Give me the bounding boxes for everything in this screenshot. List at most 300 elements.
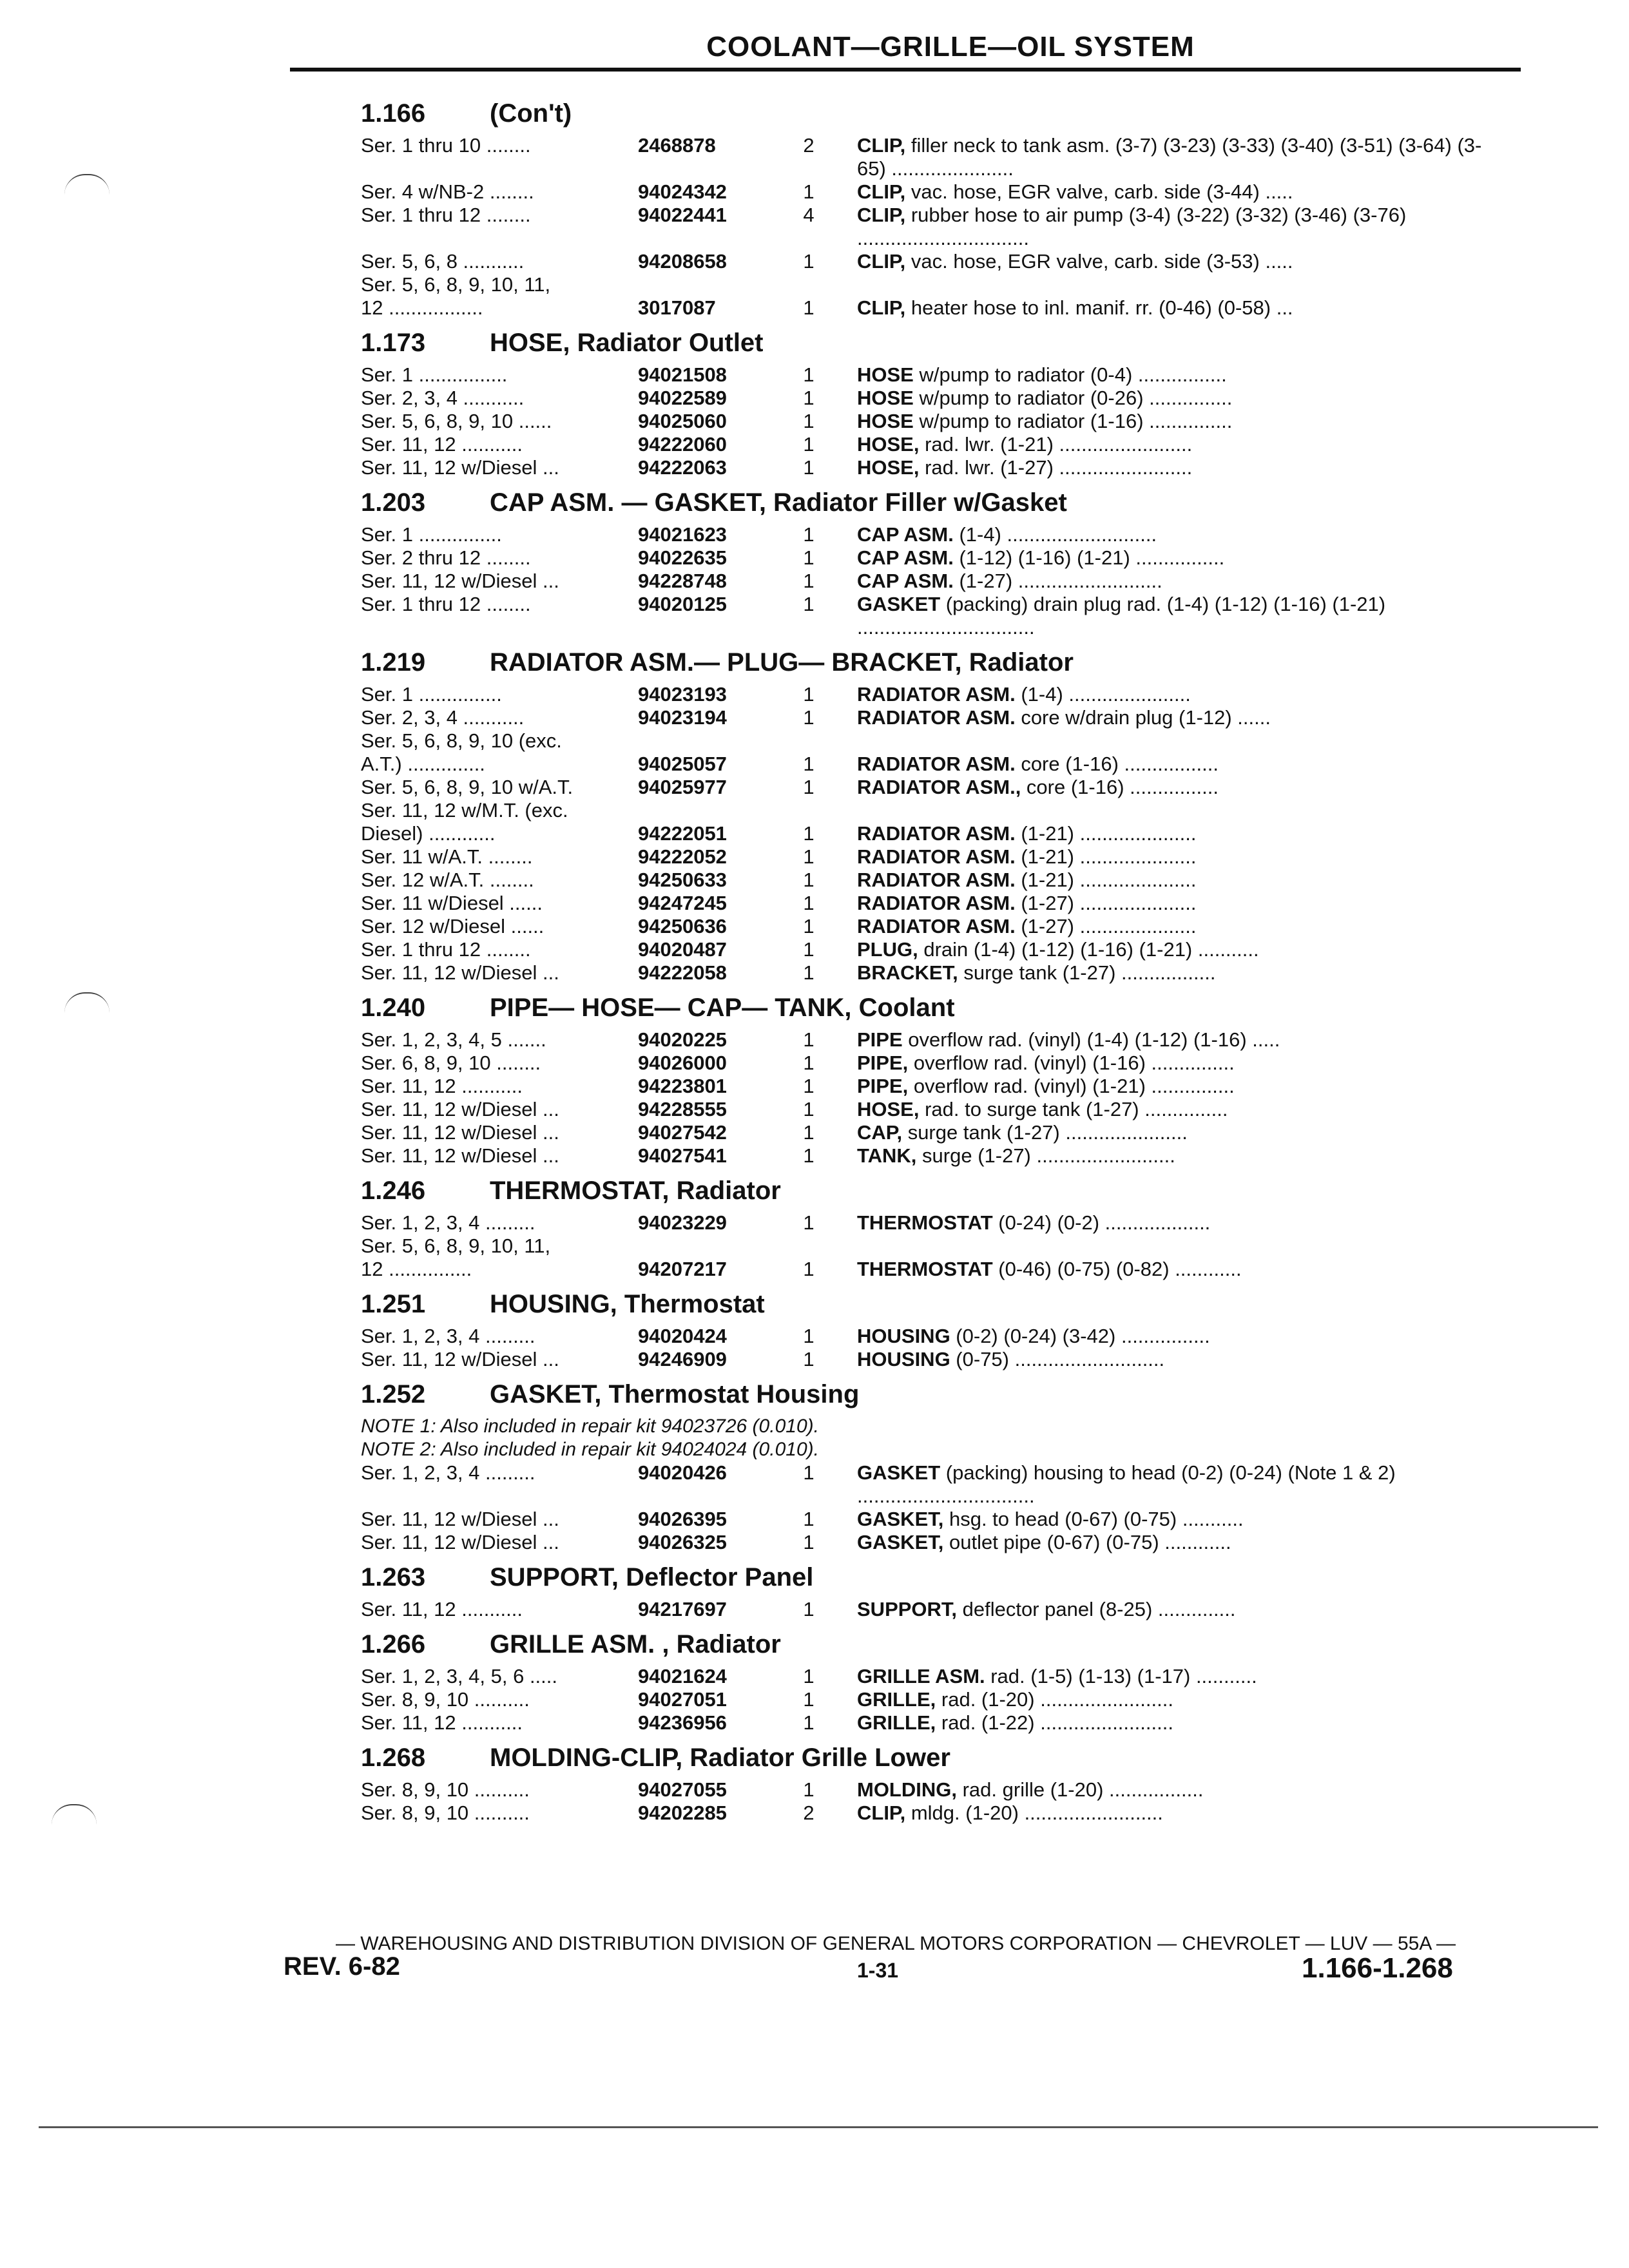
serial-applicability: Ser. 4 w/NB-2 ........ bbox=[361, 180, 534, 203]
part-description bbox=[831, 296, 1495, 320]
part-description bbox=[831, 915, 1495, 938]
part-row bbox=[361, 1531, 1508, 1554]
serial-applicability: Ser. 8, 9, 10 .......... bbox=[361, 1688, 530, 1711]
part-name: HOSE bbox=[857, 410, 914, 432]
section-heading bbox=[361, 1624, 1508, 1665]
serial-applicability: Ser. 11, 12 w/Diesel ... bbox=[361, 1121, 559, 1144]
quantity: 1 bbox=[803, 410, 815, 432]
part-description bbox=[831, 204, 1495, 250]
serial-applicability: Ser. 11, 12 w/Diesel ... bbox=[361, 1098, 559, 1120]
quantity: 1 bbox=[803, 546, 815, 569]
part-description bbox=[831, 1461, 1495, 1508]
footer-section-range: 1.166-1.268 bbox=[1302, 1952, 1453, 1984]
part-name: CAP, bbox=[857, 1121, 903, 1144]
part-number: 94025060 bbox=[638, 410, 727, 432]
part-number: 94026395 bbox=[638, 1508, 727, 1530]
part-description bbox=[831, 1508, 1495, 1531]
quantity bbox=[786, 799, 831, 822]
part-name: MOLDING, bbox=[857, 1778, 957, 1801]
part-description bbox=[831, 961, 1495, 985]
part-description bbox=[831, 1098, 1495, 1121]
part-detail: rad. (1-5) (1-13) (1-17) ........... bbox=[985, 1665, 1257, 1687]
part-name: RADIATOR ASM. bbox=[857, 706, 1016, 729]
quantity: 1 bbox=[803, 387, 815, 409]
part-detail: rad. grille (1-20) ................. bbox=[957, 1778, 1204, 1801]
part-description bbox=[831, 822, 1495, 845]
serial-applicability: Ser. 5, 6, 8, 9, 10 w/A.T. bbox=[361, 776, 574, 798]
part-description bbox=[831, 799, 1495, 822]
part-row bbox=[361, 1802, 1508, 1825]
serial-applicability: Ser. 6, 8, 9, 10 ........ bbox=[361, 1052, 541, 1074]
part-detail: (1-21) ..................... bbox=[1015, 845, 1197, 868]
quantity bbox=[786, 729, 831, 753]
quantity: 1 bbox=[803, 1028, 815, 1051]
header-rule bbox=[290, 68, 1521, 72]
quantity: 1 bbox=[803, 1121, 815, 1144]
quantity: 1 bbox=[803, 1075, 815, 1097]
punch-hole-mark bbox=[64, 992, 110, 1013]
part-row bbox=[361, 822, 1508, 845]
quantity: 1 bbox=[803, 1778, 815, 1801]
section-heading bbox=[361, 642, 1508, 683]
part-number: 94228748 bbox=[638, 570, 727, 592]
part-row bbox=[361, 273, 1508, 296]
part-description bbox=[831, 1121, 1495, 1144]
part-detail: (1-27) .......................... bbox=[953, 570, 1162, 592]
part-detail: deflector panel (8-25) .............. bbox=[957, 1598, 1236, 1620]
part-detail: (0-75) ........................... bbox=[950, 1348, 1165, 1370]
part-row bbox=[361, 1052, 1508, 1075]
part-description bbox=[831, 456, 1495, 479]
part-row bbox=[361, 1665, 1508, 1688]
part-number: 94022441 bbox=[638, 204, 727, 226]
serial-applicability: Ser. 11, 12 ........... bbox=[361, 1075, 523, 1097]
part-name: RADIATOR ASM. bbox=[857, 683, 1016, 706]
part-detail: (1-4) ........................... bbox=[953, 523, 1157, 546]
quantity: 1 bbox=[803, 456, 815, 479]
quantity: 1 bbox=[803, 892, 815, 914]
part-detail: (1-12) (1-16) (1-21) ................ bbox=[953, 546, 1225, 569]
part-number: 94024342 bbox=[638, 180, 727, 203]
part-name: HOUSING bbox=[857, 1325, 950, 1347]
parts-list bbox=[361, 90, 1508, 1825]
serial-applicability: 12 ................. bbox=[361, 296, 483, 319]
serial-applicability: Ser. 11, 12 ........... bbox=[361, 1598, 523, 1620]
quantity: 1 bbox=[803, 180, 815, 203]
quantity: 1 bbox=[803, 1508, 815, 1530]
serial-applicability: Ser. 11, 12 w/Diesel ... bbox=[361, 1508, 559, 1530]
section-number: 1.251 bbox=[361, 1290, 426, 1318]
part-name: GRILLE ASM. bbox=[857, 1665, 985, 1687]
quantity: 2 bbox=[803, 1802, 815, 1824]
section-number: 1.173 bbox=[361, 329, 426, 357]
serial-applicability: Ser. 8, 9, 10 .......... bbox=[361, 1778, 530, 1801]
part-description bbox=[831, 1325, 1495, 1348]
part-description bbox=[831, 1028, 1495, 1052]
part-row bbox=[361, 363, 1508, 387]
quantity: 1 bbox=[803, 1598, 815, 1620]
part-description bbox=[831, 1688, 1495, 1711]
part-description bbox=[831, 683, 1495, 706]
quantity: 1 bbox=[803, 1461, 815, 1484]
section-title: HOSE, Radiator Outlet bbox=[490, 329, 764, 357]
quantity: 1 bbox=[803, 250, 815, 273]
part-description bbox=[831, 706, 1495, 729]
part-number: 94208658 bbox=[638, 250, 727, 273]
quantity: 1 bbox=[803, 1688, 815, 1711]
part-description bbox=[831, 546, 1495, 570]
part-description bbox=[831, 1665, 1495, 1688]
quantity: 1 bbox=[803, 1665, 815, 1687]
catalog-section bbox=[361, 93, 1508, 320]
quantity: 1 bbox=[803, 593, 815, 615]
serial-applicability: Ser. 11, 12 ........... bbox=[361, 433, 523, 456]
part-name: RADIATOR ASM. bbox=[857, 845, 1016, 868]
part-row bbox=[361, 915, 1508, 938]
part-name: GASKET bbox=[857, 593, 941, 615]
part-name: HOSE bbox=[857, 363, 914, 386]
part-number: 94021624 bbox=[638, 1665, 727, 1687]
part-row bbox=[361, 1348, 1508, 1371]
footer-publisher: — WAREHOUSING AND DISTRIBUTION DIVISION OF GENERAL MOTORS CORPORATION — CHEVROLET — LUV — 55A — bbox=[335, 1933, 1456, 1954]
part-row bbox=[361, 433, 1508, 456]
part-name: PIPE, bbox=[857, 1075, 909, 1097]
serial-applicability: Ser. 11, 12 w/Diesel ... bbox=[361, 456, 559, 479]
catalog-section bbox=[361, 1283, 1508, 1371]
part-name: RADIATOR ASM., bbox=[857, 776, 1021, 798]
section-number: 1.203 bbox=[361, 488, 426, 517]
serial-applicability: Ser. 1 thru 12 ........ bbox=[361, 938, 531, 961]
section-heading bbox=[361, 987, 1508, 1028]
part-detail: (1-27) ..................... bbox=[1015, 892, 1197, 914]
part-name: RADIATOR ASM. bbox=[857, 822, 1016, 845]
section-heading bbox=[361, 1557, 1508, 1598]
part-detail: drain (1-4) (1-12) (1-16) (1-21) ........... bbox=[918, 938, 1259, 961]
part-detail: (packing) housing to head (0-2) (0-24) (Note 1 & 2) ................................ bbox=[857, 1461, 1396, 1507]
quantity: 1 bbox=[803, 1211, 815, 1234]
serial-applicability: Ser. 2 thru 12 ........ bbox=[361, 546, 531, 569]
quantity bbox=[786, 273, 831, 296]
quantity: 1 bbox=[803, 961, 815, 984]
quantity: 1 bbox=[803, 1144, 815, 1167]
part-row bbox=[361, 938, 1508, 961]
part-description bbox=[831, 776, 1495, 799]
serial-applicability: Ser. 11, 12 w/Diesel ... bbox=[361, 570, 559, 592]
quantity: 1 bbox=[803, 915, 815, 937]
part-description bbox=[831, 1075, 1495, 1098]
part-row bbox=[361, 1075, 1508, 1098]
serial-applicability: Ser. 1, 2, 3, 4 ......... bbox=[361, 1325, 535, 1347]
part-detail: mldg. (1-20) ......................... bbox=[905, 1802, 1163, 1824]
part-detail: rad. (1-20) ........................ bbox=[936, 1688, 1173, 1711]
part-name: CLIP, bbox=[857, 296, 906, 319]
part-description bbox=[831, 433, 1495, 456]
part-detail: (0-24) (0-2) ................... bbox=[992, 1211, 1211, 1234]
page-title: COOLANT—GRILLE—OIL SYSTEM bbox=[706, 31, 1195, 62]
part-row bbox=[361, 546, 1508, 570]
section-heading bbox=[361, 1737, 1508, 1778]
part-detail: overflow rad. (vinyl) (1-4) (1-12) (1-16) ..... bbox=[902, 1028, 1280, 1051]
serial-applicability: Ser. 1, 2, 3, 4, 5, 6 ..... bbox=[361, 1665, 558, 1687]
serial-applicability: Ser. 1 thru 12 ........ bbox=[361, 593, 531, 615]
part-description bbox=[831, 1235, 1495, 1258]
serial-applicability: Ser. 5, 6, 8, 9, 10 (exc. bbox=[361, 729, 562, 752]
part-name: CAP ASM. bbox=[857, 570, 954, 592]
part-number: 94023193 bbox=[638, 683, 727, 706]
section-title: HOUSING, Thermostat bbox=[490, 1290, 765, 1318]
quantity: 1 bbox=[803, 706, 815, 729]
punch-hole-mark bbox=[52, 1804, 97, 1825]
part-detail: core (1-16) ................. bbox=[1015, 753, 1219, 775]
part-name: PLUG, bbox=[857, 938, 918, 961]
part-row bbox=[361, 1598, 1508, 1621]
part-number bbox=[638, 799, 786, 822]
part-number: 94207217 bbox=[638, 1258, 727, 1280]
part-detail: surge (1-27) ......................... bbox=[916, 1144, 1175, 1167]
part-row bbox=[361, 1144, 1508, 1168]
section-title: PIPE— HOSE— CAP— TANK, Coolant bbox=[490, 994, 955, 1022]
section-number: 1.268 bbox=[361, 1744, 426, 1772]
part-detail: hsg. to head (0-67) (0-75) ........... bbox=[943, 1508, 1244, 1530]
part-row bbox=[361, 1325, 1508, 1348]
quantity: 1 bbox=[803, 570, 815, 592]
part-name: CLIP, bbox=[857, 1802, 906, 1824]
part-number: 94228555 bbox=[638, 1098, 727, 1120]
part-row bbox=[361, 892, 1508, 915]
section-note: NOTE 2: Also included in repair kit 94024024 (0.010). bbox=[361, 1439, 819, 1460]
part-detail: surge tank (1-27) ...................... bbox=[902, 1121, 1188, 1144]
part-name: PIPE bbox=[857, 1028, 903, 1051]
part-name: CLIP, bbox=[857, 134, 906, 157]
part-detail: core (1-16) ................ bbox=[1021, 776, 1219, 798]
part-row bbox=[361, 456, 1508, 479]
part-description bbox=[831, 523, 1495, 546]
part-description bbox=[831, 1144, 1495, 1168]
part-row bbox=[361, 1508, 1508, 1531]
part-detail: rad. to surge tank (1-27) ............... bbox=[919, 1098, 1228, 1120]
catalog-section bbox=[361, 642, 1508, 985]
part-row bbox=[361, 729, 1508, 753]
part-detail: (1-21) ..................... bbox=[1015, 869, 1197, 891]
part-number: 94217697 bbox=[638, 1598, 727, 1620]
part-name: GASKET, bbox=[857, 1508, 944, 1530]
part-number: 94027055 bbox=[638, 1778, 727, 1801]
serial-applicability: Ser. 1 thru 10 ........ bbox=[361, 134, 531, 157]
part-detail: overflow rad. (vinyl) (1-21) ............... bbox=[908, 1075, 1235, 1097]
part-name: GRILLE, bbox=[857, 1688, 936, 1711]
part-row bbox=[361, 706, 1508, 729]
part-number: 94020426 bbox=[638, 1461, 727, 1484]
part-row bbox=[361, 250, 1508, 273]
section-number: 1.240 bbox=[361, 994, 426, 1022]
serial-applicability: Ser. 11, 12 w/Diesel ... bbox=[361, 1144, 559, 1167]
part-detail: overflow rad. (vinyl) (1-16) ............... bbox=[908, 1052, 1235, 1074]
part-row bbox=[361, 1688, 1508, 1711]
part-number: 94020125 bbox=[638, 593, 727, 615]
part-row bbox=[361, 1121, 1508, 1144]
part-row bbox=[361, 869, 1508, 892]
part-number: 2468878 bbox=[638, 134, 716, 157]
part-description bbox=[831, 1052, 1495, 1075]
quantity: 1 bbox=[803, 1711, 815, 1734]
part-name: CLIP, bbox=[857, 250, 906, 273]
part-number: 94026325 bbox=[638, 1531, 727, 1553]
part-description bbox=[831, 410, 1495, 433]
section-title: GASKET, Thermostat Housing bbox=[490, 1380, 860, 1408]
part-row bbox=[361, 845, 1508, 869]
part-number: 94222063 bbox=[638, 456, 727, 479]
serial-applicability: Ser. 8, 9, 10 .......... bbox=[361, 1802, 530, 1824]
quantity: 2 bbox=[803, 134, 815, 157]
part-description bbox=[831, 363, 1495, 387]
serial-applicability: Ser. 1, 2, 3, 4, 5 ....... bbox=[361, 1028, 546, 1051]
section-title: (Con't) bbox=[490, 99, 572, 128]
part-number: 3017087 bbox=[638, 296, 716, 319]
punch-hole-mark bbox=[64, 174, 110, 195]
part-description bbox=[831, 1348, 1495, 1371]
part-name: GASKET bbox=[857, 1461, 941, 1484]
catalog-section bbox=[361, 482, 1508, 639]
part-number: 94022635 bbox=[638, 546, 727, 569]
part-name: RADIATOR ASM. bbox=[857, 892, 1016, 914]
part-description bbox=[831, 593, 1495, 639]
quantity: 1 bbox=[803, 845, 815, 868]
section-title: CAP ASM. — GASKET, Radiator Filler w/Gasket bbox=[490, 488, 1067, 517]
serial-applicability: Ser. 1 ............... bbox=[361, 683, 502, 706]
part-detail: w/pump to radiator (0-26) ............... bbox=[913, 387, 1233, 409]
section-note: NOTE 1: Also included in repair kit 94023726 (0.010). bbox=[361, 1416, 819, 1437]
quantity bbox=[786, 1235, 831, 1258]
part-number: 94222051 bbox=[638, 822, 727, 845]
catalog-section bbox=[361, 1374, 1508, 1554]
part-name: THERMOSTAT bbox=[857, 1211, 993, 1234]
footer-page-number: 1-31 bbox=[857, 1959, 899, 1982]
quantity: 1 bbox=[803, 822, 815, 845]
serial-applicability: Ser. 2, 3, 4 ........... bbox=[361, 387, 525, 409]
part-detail: (0-46) (0-75) (0-82) ............ bbox=[992, 1258, 1242, 1280]
part-name: CAP ASM. bbox=[857, 546, 954, 569]
part-number: 94222058 bbox=[638, 961, 727, 984]
part-row bbox=[361, 1235, 1508, 1258]
part-row bbox=[361, 570, 1508, 593]
part-row bbox=[361, 961, 1508, 985]
serial-applicability: Ser. 12 w/A.T. ........ bbox=[361, 869, 534, 891]
part-row bbox=[361, 134, 1508, 180]
catalog-section bbox=[361, 322, 1508, 479]
part-number: 94246909 bbox=[638, 1348, 727, 1370]
part-name: SUPPORT, bbox=[857, 1598, 958, 1620]
part-number: 94236956 bbox=[638, 1711, 727, 1734]
serial-applicability: Ser. 11 w/Diesel ...... bbox=[361, 892, 543, 914]
catalog-section bbox=[361, 1624, 1508, 1735]
part-row bbox=[361, 204, 1508, 250]
catalog-section bbox=[361, 1737, 1508, 1825]
part-detail: filler neck to tank asm. (3-7) (3-23) (3-33) (3-40) (3-51) (3-64) (3-65) ...................... bbox=[857, 134, 1482, 180]
part-name: BRACKET, bbox=[857, 961, 958, 984]
part-number: 94027541 bbox=[638, 1144, 727, 1167]
quantity: 1 bbox=[803, 776, 815, 798]
serial-applicability: Ser. 11, 12 w/Diesel ... bbox=[361, 1348, 559, 1370]
part-number: 94247245 bbox=[638, 892, 727, 914]
quantity: 1 bbox=[803, 683, 815, 706]
part-number: 94025977 bbox=[638, 776, 727, 798]
serial-applicability: Ser. 11 w/A.T. ........ bbox=[361, 845, 533, 868]
part-description bbox=[831, 1258, 1495, 1281]
part-description bbox=[831, 180, 1495, 204]
section-heading bbox=[361, 482, 1508, 523]
quantity: 1 bbox=[803, 1325, 815, 1347]
part-row bbox=[361, 1098, 1508, 1121]
serial-applicability: Ser. 1, 2, 3, 4 ......... bbox=[361, 1461, 535, 1484]
part-number bbox=[638, 1235, 786, 1258]
serial-applicability: Ser. 5, 6, 8 ........... bbox=[361, 250, 525, 273]
section-number: 1.252 bbox=[361, 1380, 426, 1408]
quantity: 1 bbox=[803, 1531, 815, 1553]
part-detail: (0-2) (0-24) (3-42) ................ bbox=[950, 1325, 1210, 1347]
part-row bbox=[361, 410, 1508, 433]
part-description bbox=[831, 134, 1495, 180]
scan-edge-line bbox=[39, 2126, 1598, 2128]
part-name: HOSE, bbox=[857, 456, 920, 479]
footer-revision: REV. 6-82 bbox=[284, 1952, 400, 1981]
quantity: 1 bbox=[803, 938, 815, 961]
serial-applicability: Ser. 11, 12 ........... bbox=[361, 1711, 523, 1734]
part-number: 94027542 bbox=[638, 1121, 727, 1144]
part-name: HOSE bbox=[857, 387, 914, 409]
part-row bbox=[361, 776, 1508, 799]
part-description bbox=[831, 1711, 1495, 1735]
part-detail: rad. (1-22) ........................ bbox=[936, 1711, 1173, 1734]
serial-applicability: Ser. 11, 12 w/M.T. (exc. bbox=[361, 799, 568, 822]
part-detail: rad. lwr. (1-27) ........................ bbox=[919, 456, 1193, 479]
part-name: CLIP, bbox=[857, 204, 906, 226]
part-number: 94023194 bbox=[638, 706, 727, 729]
part-name: GASKET, bbox=[857, 1531, 944, 1553]
part-row bbox=[361, 1028, 1508, 1052]
part-detail: surge tank (1-27) ................. bbox=[958, 961, 1216, 984]
part-name: HOSE, bbox=[857, 433, 920, 456]
part-description bbox=[831, 1802, 1495, 1825]
part-row bbox=[361, 1258, 1508, 1281]
part-row bbox=[361, 180, 1508, 204]
part-name: RADIATOR ASM. bbox=[857, 915, 1016, 937]
part-row bbox=[361, 799, 1508, 822]
part-description bbox=[831, 1211, 1495, 1235]
serial-applicability: A.T.) .............. bbox=[361, 753, 485, 775]
catalog-section bbox=[361, 1170, 1508, 1281]
part-detail: heater hose to inl. manif. rr. (0-46) (0-58) ... bbox=[905, 296, 1293, 319]
section-number: 1.219 bbox=[361, 648, 426, 677]
part-number: 94023229 bbox=[638, 1211, 727, 1234]
part-description bbox=[831, 1531, 1495, 1554]
serial-applicability: Ser. 11, 12 w/Diesel ... bbox=[361, 961, 559, 984]
part-description bbox=[831, 892, 1495, 915]
part-detail: w/pump to radiator (0-4) ................ bbox=[913, 363, 1227, 386]
serial-applicability: Ser. 5, 6, 8, 9, 10, 11, bbox=[361, 273, 551, 296]
quantity: 1 bbox=[803, 433, 815, 456]
part-name: THERMOSTAT bbox=[857, 1258, 993, 1280]
part-number: 94250636 bbox=[638, 915, 727, 937]
part-detail: (1-27) ..................... bbox=[1015, 915, 1197, 937]
part-description bbox=[831, 250, 1495, 273]
part-description bbox=[831, 753, 1495, 776]
part-name: RADIATOR ASM. bbox=[857, 869, 1016, 891]
part-detail: rubber hose to air pump (3-4) (3-22) (3-32) (3-46) (3-76) ............................... bbox=[857, 204, 1407, 249]
part-row bbox=[361, 1778, 1508, 1802]
part-description bbox=[831, 1598, 1495, 1621]
part-number: 94026000 bbox=[638, 1052, 727, 1074]
part-number: 94222052 bbox=[638, 845, 727, 868]
